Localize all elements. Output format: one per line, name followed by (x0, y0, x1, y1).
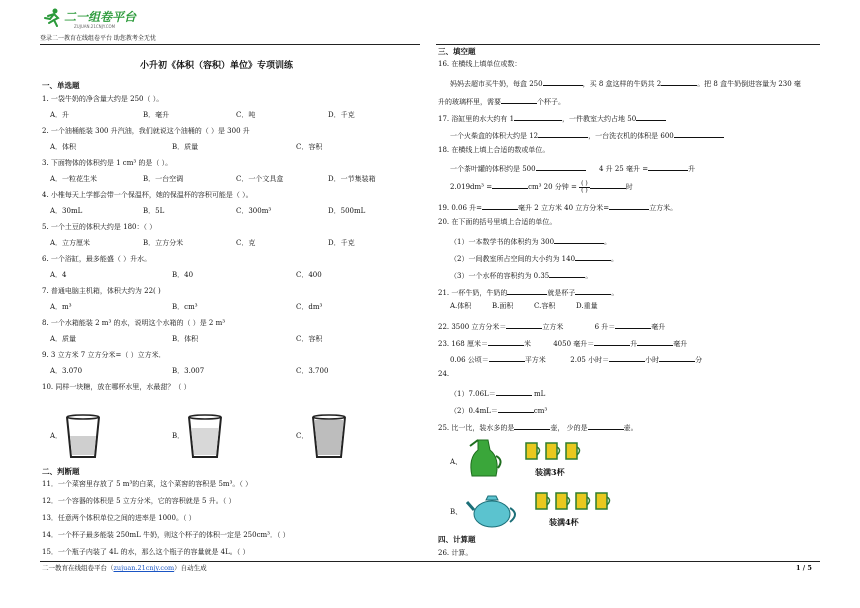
q24-1: （1）7.06L＝ mL (450, 387, 545, 399)
q24-2: （2）0.4mL＝ cm³ (450, 404, 547, 416)
runner-logo-icon (44, 8, 62, 28)
logo-sub: ZUJUAN.21CNJY.COM (74, 24, 116, 29)
glass-a-icon (64, 414, 102, 460)
question-3-option[interactable]: B．一台空调 (143, 175, 184, 183)
page-number: 1 / 5 (796, 564, 812, 572)
question-4-option[interactable]: C．300m³ (236, 207, 272, 215)
q24: 24. (438, 370, 450, 378)
logo-text: 二一组卷平台 (64, 10, 137, 24)
teapot-b-icon (466, 490, 522, 530)
question-5-option[interactable]: A．立方厘米 (50, 239, 91, 247)
header-slogan: 登录二一教育在线组卷平台 助您教考全无忧 (40, 35, 156, 42)
cups-group-a (524, 440, 584, 470)
q26: 26. 计算。 (438, 549, 473, 557)
question-5: 5. 一个土豆的体积大约是 180：（ ） (42, 223, 157, 231)
question-3-option[interactable]: A．一粒花生米 (50, 175, 98, 183)
cup-icon (564, 440, 582, 462)
question-6-option[interactable]: C．400 (296, 271, 322, 279)
q25: 25. 比一比，装水多的是 壶， 少的是 壶。 (438, 421, 638, 433)
q25-opt-b: B、 (450, 508, 463, 516)
question-3: 3. 下面物体的体积约是 1 cm³ 的是（ ）。 (42, 159, 173, 167)
q22: 22. 3500 立方分米＝ 立方米 6 升＝ 毫升 (438, 320, 665, 332)
question-7: 7. 普通电脑主机箱，体积大约为 22( ) (42, 287, 161, 295)
question-4-option[interactable]: A．30mL (50, 207, 83, 215)
question-8-option[interactable]: A．质量 (50, 335, 77, 343)
judge-question-12: 12．一个容器的体积是 5 立方分米，它的容积就是 5 升。（ ） (42, 497, 236, 505)
question-2-option[interactable]: C．容积 (296, 143, 323, 151)
footer-divider (40, 561, 820, 562)
judge-question-11: 11．一个菜窖里存放了 5 m³的白菜，这个菜窖的容积是 5m³。（ ） (42, 480, 253, 488)
q21-opt-a: A.体积 (450, 302, 472, 310)
q25-opt-a: A、 (450, 458, 463, 466)
q21: 21. 一杯牛奶，牛奶的 就是杯子 。 (438, 286, 618, 298)
question-8: 8. 一个水箱能装 2 m³ 的水，说明这个水箱的（ ）是 2 m³ (42, 319, 226, 327)
question-7-option[interactable]: A．m³ (50, 303, 72, 311)
question-6-option[interactable]: A．4 (50, 271, 67, 279)
cup-icon (544, 440, 562, 462)
glass-b-icon (186, 414, 224, 460)
logo (44, 6, 184, 32)
q20-3: （3）一个水杯的容积约为 0.35 。 (450, 269, 592, 281)
cup-icon (524, 440, 542, 462)
q16: 16. 在横线上填单位或数： (438, 60, 522, 68)
jug-a-icon (466, 436, 506, 480)
question-3-option[interactable]: C．一个文具盒 (236, 175, 284, 183)
q21-opt-d: D.重量 (576, 302, 598, 310)
q10-opt-c: C． (296, 432, 309, 440)
cup-icon (534, 490, 552, 512)
question-4: 4. 小椎每天上学都会带一个保温杯，她的保温杯的容积可能是（ ）。 (42, 191, 253, 199)
q21-opt-b: B.面积 (492, 302, 514, 310)
question-2: 2. 一个油桶能装 300 升汽油，我们就说这个油桶的（ ）是 300 升 (42, 127, 250, 135)
q23-line1: 23. 168 厘米＝ 米 4050 毫升＝ 升 毫升 (438, 337, 687, 349)
question-1: 1. 一袋牛奶的净含量大约是 250（ ）。 (42, 95, 164, 103)
glass-c-icon (310, 414, 348, 460)
section-single-choice: 一、单选题 (42, 81, 80, 90)
q20-1: （1）一本数学书的体积约为 300 。 (450, 235, 611, 247)
footer-link[interactable]: zujuan.21cnjy.com (113, 564, 175, 572)
q23-line2: 0.06 公顷＝ 平方米 2.05 小时＝ 小时 分 (450, 353, 702, 365)
cups-group-b (534, 490, 614, 520)
label-full4: 装满4杯 (549, 517, 579, 527)
cup-icon (574, 490, 592, 512)
q18: 18. 在横线上填上合适的数或单位。 (438, 146, 550, 154)
question-9-option[interactable]: C．3.700 (296, 367, 329, 375)
q16-line1: 妈妈去超市买牛奶，每盒 250 ，买 8 盒这样的牛奶共 2 。把 8 盒牛奶倒进容量为 230 毫 (450, 77, 801, 89)
header-divider-right (436, 44, 820, 45)
q17-line1: 17. 浴缸里的水大约有 1 ，一件教室大约占地 50 (438, 112, 666, 124)
question-6-option[interactable]: B．40 (172, 271, 194, 279)
q20-2: （2）一间教室所占空间的大小约为 140 。 (450, 252, 618, 264)
question-7-option[interactable]: B．cm³ (172, 303, 198, 311)
question-1-option[interactable]: C．吨 (236, 111, 256, 119)
question-9: 9. 3 立方米 7 立方分米=（ ）立方米． (42, 351, 166, 359)
question-5-option[interactable]: B．立方分米 (143, 239, 184, 247)
section-fill: 三、填空题 (438, 47, 476, 56)
footer-text: 二一教育在线组卷平台（zujuan.21cnjy.com）自动生成 (42, 564, 207, 572)
label-full3: 装满3杯 (535, 467, 565, 477)
question-8-option[interactable]: B．体积 (172, 335, 199, 343)
question-2-option[interactable]: B．质量 (172, 143, 199, 151)
judge-question-13: 13．任意两个体积单位之间的进率是 1000。（ ） (42, 514, 196, 522)
q19: 19. 0.06 升= 毫升 2 立方米 40 立方分米= 立方米。 (438, 201, 677, 213)
q16-line2: 升的玻璃杯里，需要 个杯子。 (438, 95, 565, 107)
fraction: ( ) ( ) (581, 179, 588, 194)
question-10: 10. 同样一块糖，放在哪杯水里，水最甜？（ ） (42, 383, 191, 391)
q18-line2: 2.019dm³ = cm³ 20 分钟 = ( ) ( ) 时 (450, 179, 633, 194)
q20: 20. 在下面的括号里填上合适的单位。 (438, 218, 557, 226)
question-5-option[interactable]: D．千克 (328, 239, 355, 247)
question-4-option[interactable]: D．500mL (328, 207, 366, 215)
cup-icon (554, 490, 572, 512)
judge-question-15: 15．一个瓶子内装了 4L 的水，那么这个瓶子的容量就是 4L。（ ） (42, 548, 250, 556)
question-9-option[interactable]: B．3.007 (172, 367, 205, 375)
question-1-option[interactable]: D．千克 (328, 111, 355, 119)
q21-opt-c: C.容积 (534, 302, 556, 310)
question-8-option[interactable]: C．容积 (296, 335, 323, 343)
section-judge: 二、判断题 (42, 467, 80, 476)
header-divider (40, 44, 420, 45)
question-9-option[interactable]: A．3.070 (50, 367, 83, 375)
q18-line1: 一个茶叶罐的体积约是 500 4 升 25 毫升 = 升 (450, 162, 695, 174)
question-1-option[interactable]: A．升 (50, 111, 70, 119)
question-1-option[interactable]: B．毫升 (143, 111, 170, 119)
q17-line2: 一个火柴盒的体积大约是 12 ，一台洗衣机的体积是 600 (450, 129, 724, 141)
question-6: 6. 一个浴缸，最多能盛（ ）升水。 (42, 255, 152, 263)
cup-icon (594, 490, 612, 512)
question-4-option[interactable]: B．5L (143, 207, 165, 215)
section-calc: 四、计算题 (438, 535, 476, 544)
question-5-option[interactable]: C．克 (236, 239, 256, 247)
question-2-option[interactable]: A．体积 (50, 143, 77, 151)
q10-opt-a: A． (50, 432, 63, 440)
page-title: 小升初《体积（容积）单位》专项训练 (140, 61, 294, 71)
q10-opt-b: B． (172, 432, 185, 440)
judge-question-14: 14．一个杯子最多能装 250mL 牛奶，则这个杯子的体积一定是 250cm³．（ ） (42, 531, 290, 539)
question-3-option[interactable]: D．一节集装箱 (328, 175, 376, 183)
question-7-option[interactable]: C．dm³ (296, 303, 323, 311)
